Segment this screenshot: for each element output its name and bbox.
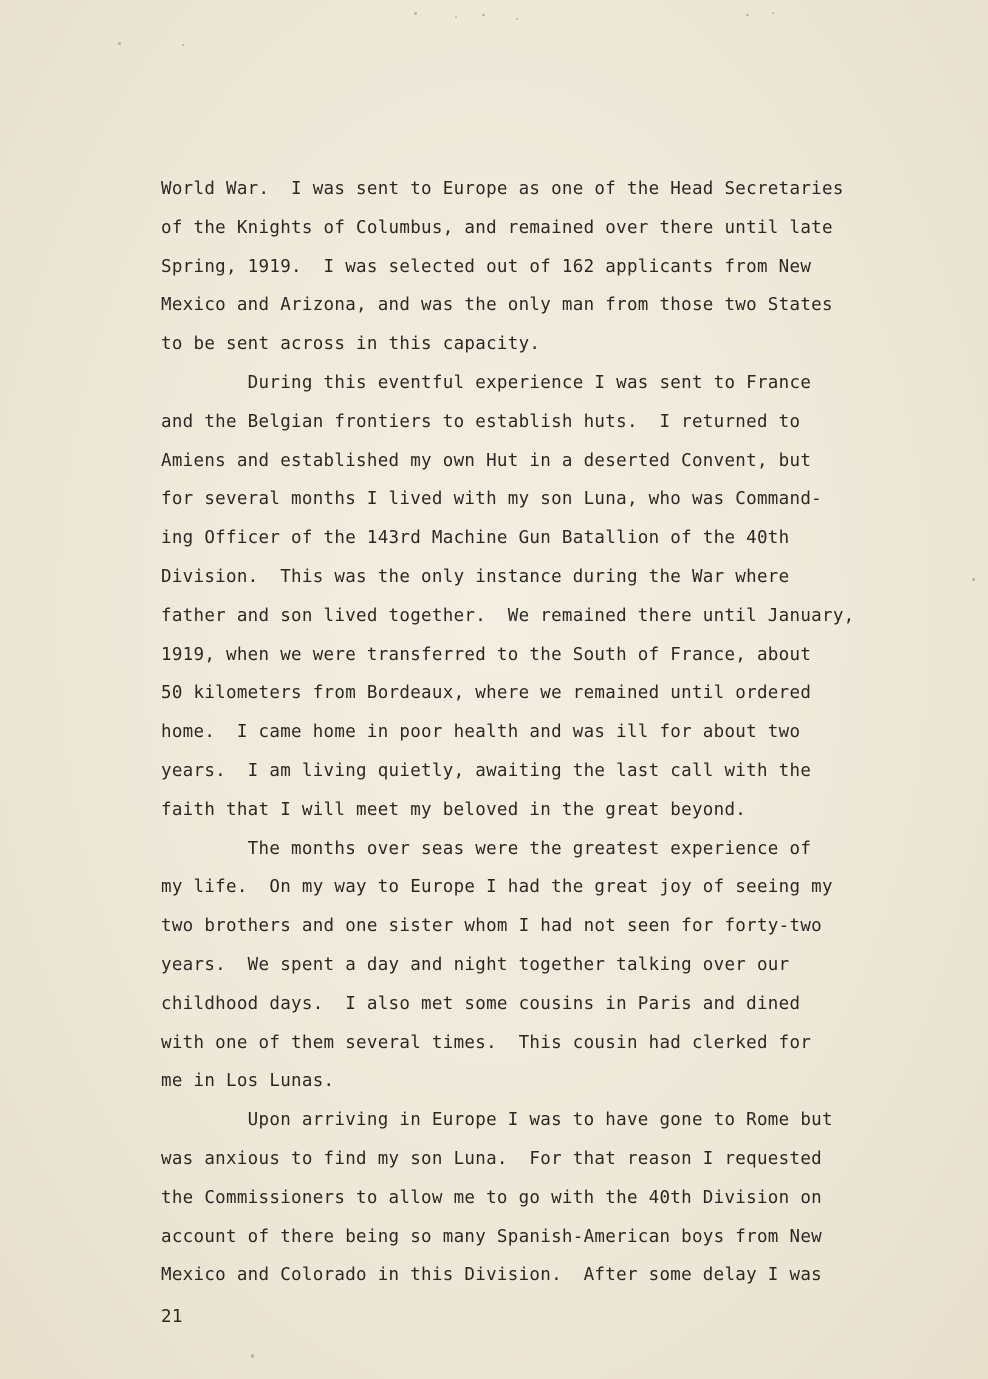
paper-speck bbox=[516, 18, 518, 20]
typed-body-text bbox=[161, 170, 921, 1295]
text-line: home. I came home in poor health and was ill for about two bbox=[161, 722, 801, 743]
text-line: me in Los Lunas. bbox=[161, 1071, 335, 1092]
paper-speck bbox=[455, 16, 457, 18]
text-line: faith that I will meet my beloved in the great beyond. bbox=[161, 799, 747, 820]
paper-speck bbox=[118, 42, 121, 45]
text-line: The months over seas were the greatest experience of bbox=[161, 838, 812, 859]
text-line: and the Belgian frontiers to establish huts. I returned to bbox=[161, 411, 801, 432]
text-line: to be sent across in this capacity. bbox=[161, 334, 541, 355]
paper-speck bbox=[182, 44, 184, 46]
text-line: 50 kilometers from Bordeaux, where we remained until ordered bbox=[161, 683, 812, 704]
text-line: with one of them several times. This cousin had clerked for bbox=[161, 1032, 812, 1053]
text-line: years. We spent a day and night together talking over our bbox=[161, 954, 790, 975]
text-line: my life. On my way to Europe I had the great joy of seeing my bbox=[161, 877, 833, 898]
text-line: 1919, when we were transferred to the South of France, about bbox=[161, 644, 812, 665]
text-line: father and son lived together. We remained there until January, bbox=[161, 605, 855, 626]
text-line: Amiens and established my own Hut in a deserted Convent, but bbox=[161, 450, 812, 471]
paper-speck bbox=[414, 12, 417, 15]
text-line: childhood days. I also met some cousins in Paris and dined bbox=[161, 993, 801, 1014]
text-line: two brothers and one sister whom I had not seen for forty-two bbox=[161, 916, 822, 937]
text-line: Upon arriving in Europe I was to have gone to Rome but bbox=[161, 1110, 833, 1131]
text-line: During this eventful experience I was sent to France bbox=[161, 372, 812, 393]
text-line: World War. I was sent to Europe as one of the Head Secretaries bbox=[161, 179, 844, 199]
paper-speck bbox=[482, 14, 485, 16]
text-line: years. I am living quietly, awaiting the last call with the bbox=[161, 760, 812, 781]
text-line: of the Knights of Columbus, and remained over there until late bbox=[161, 217, 833, 238]
text-line: Mexico and Colorado in this Division. After some delay I was bbox=[161, 1265, 822, 1286]
text-line: Mexico and Arizona, and was the only man from those two States bbox=[161, 295, 833, 316]
page-number: 21 bbox=[161, 1307, 183, 1327]
paper-speck bbox=[746, 14, 749, 16]
text-line: Division. This was the only instance during the War where bbox=[161, 566, 790, 587]
text-line: Spring, 1919. I was selected out of 162 applicants from New bbox=[161, 256, 812, 277]
text-line: was anxious to find my son Luna. For that reason I requested bbox=[161, 1148, 822, 1169]
text-line: ing Officer of the 143rd Machine Gun Batallion of the 40th bbox=[161, 528, 790, 549]
text-line: for several months I lived with my son Luna, who was Command- bbox=[161, 489, 822, 510]
paper-speck bbox=[972, 578, 975, 581]
text-line: the Commissioners to allow me to go with the 40th Division on bbox=[161, 1187, 822, 1208]
paper-speck bbox=[772, 12, 774, 14]
text-line: account of there being so many Spanish-American boys from New bbox=[161, 1226, 822, 1247]
paper-speck bbox=[251, 1354, 254, 1358]
